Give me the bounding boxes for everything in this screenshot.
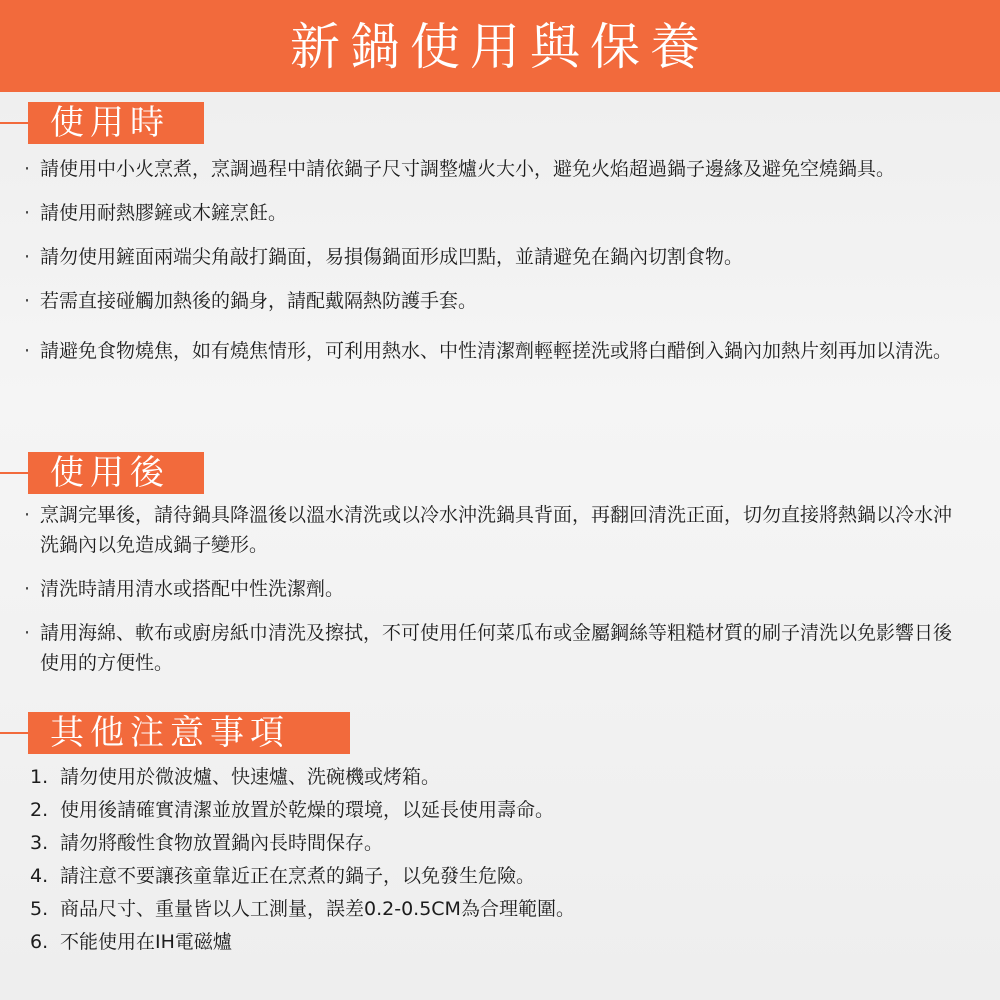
list-item [0, 795, 1000, 825]
section-heading-after [0, 452, 1000, 494]
list-item [0, 762, 1000, 792]
item-number: 3. [30, 832, 49, 854]
list-item: · 請使用耐熱膠鏟或木鏟烹飪。 [0, 198, 1000, 228]
item-text: 使用後請確實清潔並放置於乾燥的環境，以延長使用壽命。 [60, 799, 555, 821]
list-item [0, 861, 1000, 891]
list-item: · 若需直接碰觸加熱後的鍋身，請配戴隔熱防護手套。 [0, 286, 1000, 316]
item-number: 6. [30, 931, 49, 953]
during-list [0, 154, 1000, 372]
title-banner [0, 0, 1000, 92]
list-item: · 烹調完畢後，請待鍋具降溫後以溫水清洗或以冷水沖洗鍋具背面，再翻回清洗正面，切勿直接將熱鍋以冷水沖洗鍋內以免造成鍋子變形。 [0, 500, 1000, 560]
heading-tag: 使用時 [28, 102, 204, 144]
list-item: · 請避免食物燒焦，如有燒焦情形，可利用熱水、中性清潔劑輕輕搓洗或將白醋倒入鍋內加熱片刻再加以清洗。 [0, 330, 1000, 372]
page-title: 新鍋使用與保養 [290, 18, 710, 76]
item-number: 5. [30, 898, 49, 920]
item-number: 2. [30, 799, 49, 821]
item-text: 不能使用在IH電磁爐 [60, 931, 232, 953]
section-after-use [0, 452, 1000, 678]
item-text: 請勿使用於微波爐、快速爐、洗碗機或烤箱。 [60, 766, 441, 788]
list-item [0, 927, 1000, 957]
section-heading-during [0, 102, 1000, 144]
list-item [0, 894, 1000, 924]
item-number: 1. [30, 766, 49, 788]
list-item [0, 828, 1000, 858]
heading-tag: 使用後 [28, 452, 204, 494]
section-during-use [0, 102, 1000, 372]
item-number: 4. [30, 865, 49, 887]
section-heading-other [0, 712, 1000, 754]
list-item: · 請用海綿、軟布或廚房紙巾清洗及擦拭，不可使用任何菜瓜布或金屬鋼絲等粗糙材質的刷子清洗以免影響日後使用的方便性。 [0, 618, 1000, 678]
heading-tag: 其他注意事項 [28, 712, 350, 754]
after-list [0, 500, 1000, 678]
item-text: 請勿將酸性食物放置鍋內長時間保存。 [60, 832, 384, 854]
section-other-notes [0, 712, 1000, 957]
other-list [0, 762, 1000, 957]
list-item: · 請使用中小火烹煮，烹調過程中請依鍋子尺寸調整爐火大小，避免火焰超過鍋子邊緣及避免空燒鍋具。 [0, 154, 1000, 184]
list-item: · 清洗時請用清水或搭配中性洗潔劑。 [0, 574, 1000, 604]
item-text: 請注意不要讓孩童靠近正在烹煮的鍋子，以免發生危險。 [60, 865, 536, 887]
list-item: · 請勿使用鏟面兩端尖角敲打鍋面，易損傷鍋面形成凹點，並請避免在鍋內切割食物。 [0, 242, 1000, 272]
item-text: 商品尺寸、重量皆以人工測量，誤差0.2-0.5CM為合理範圍。 [60, 898, 575, 920]
